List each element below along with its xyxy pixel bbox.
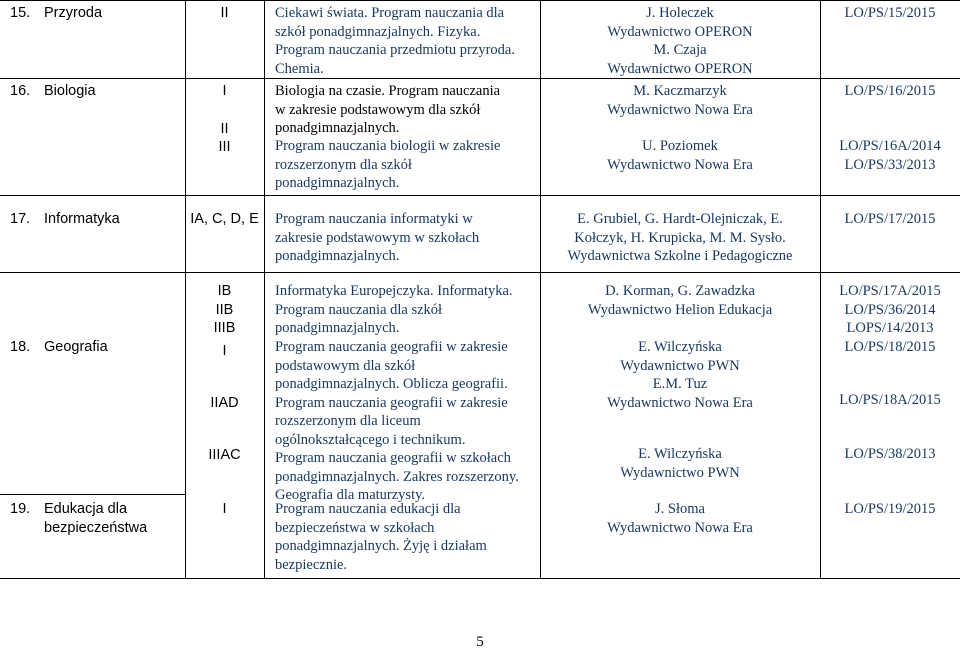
program-title: Ciekawi świata. Program nauczania dla szkół ponadgimnazjalnych. Fizyka. Program nauczania przedmiotu przyroda. Chemia. <box>275 5 515 77</box>
bottom-border <box>0 578 960 579</box>
program-number: LO/PS/15/2015 <box>844 5 936 21</box>
program-number: LO/PS/19/2015 <box>844 501 936 517</box>
class-label: II <box>220 5 229 21</box>
program-title: Program nauczania edukacji dla bezpieczeństwa w szkołach ponadgimnazjalnych. Żyję i działam bezpiecznie. <box>275 501 487 573</box>
subject-name: Informatyka <box>44 211 120 227</box>
class-label: IA, C, D, E <box>190 211 259 227</box>
row-number: 17. <box>10 211 31 227</box>
row-divider <box>0 272 960 273</box>
row-number: 16. <box>10 83 31 99</box>
column-divider <box>264 0 265 578</box>
authors-publisher: E. Grubiel, G. Hardt-Olejniczak, E. Kołczyk, H. Krupicka, M. M. Sysło. Wydawnictwa Szkolne i Pedagogiczne <box>567 211 793 264</box>
program-number: LO/PS/16/2015 <box>844 83 936 99</box>
subject-name: Edukacja dla bezpieczeństwa <box>44 501 148 536</box>
row-divider <box>0 195 960 196</box>
authors-publisher: M. Kaczmarzyk Wydawnictwo Nowa Era <box>607 83 753 118</box>
class-label: I II III <box>218 83 231 156</box>
page-number: 5 <box>476 634 484 650</box>
row-divider <box>0 494 185 495</box>
top-border <box>0 0 960 1</box>
authors-publisher: J. Słoma Wydawnictwo Nowa Era <box>607 501 753 536</box>
authors-publisher: D. Korman, G. Zawadzka Wydawnictwo Helion Edukacja <box>587 283 773 318</box>
class-label: I IIAD IIIAC <box>208 343 241 463</box>
program-title: Program nauczania geografii w zakresie podstawowym dla szkół ponadgimnazjalnych. Oblicza geografii. Program nauczania geografii w zakresie rozszerzonym dla liceum ogólnokształcącego i technikum. Program nauczania geografii w szkołach ponadgimnazjalnych. Zakres rozszerzony. Geografia dla maturzysty. <box>275 339 519 503</box>
class-label: I <box>222 501 227 517</box>
program-number: LO/PS/38/2013 <box>844 446 936 462</box>
program-number: LO/PS/17A/2015 LO/PS/36/2014 LOPS/14/2013 <box>839 283 941 336</box>
authors-publisher: J. Holeczek Wydawnictwo OPERON M. Czaja Wydawnictwo OPERON <box>607 5 753 77</box>
authors-publisher: E. Wilczyńska Wydawnictwo PWN <box>620 446 740 481</box>
subject-name: Przyroda <box>44 5 103 21</box>
row-divider <box>0 78 960 79</box>
subject-name: Biologia <box>44 83 96 99</box>
authors-publisher: E. Wilczyńska Wydawnictwo PWN E.M. Tuz Wydawnictwo Nowa Era <box>607 339 753 411</box>
row-number: 19. <box>10 501 31 517</box>
program-title: Program nauczania informatyki w zakresie podstawowym w szkołach ponadgimnazjalnych. <box>275 211 480 264</box>
program-title: Informatyka Europejczyka. Informatyka. Program nauczania dla szkół ponadgimnazjalnych. <box>275 283 513 336</box>
program-number: LO/PS/16A/2014 LO/PS/33/2013 <box>839 138 941 173</box>
program-number: LO/PS/18A/2015 <box>839 392 941 408</box>
class-label: IB IIB IIIB <box>213 283 236 336</box>
row-number: 18. <box>10 339 31 355</box>
program-title: Program nauczania biologii w zakresie rozszerzonym dla szkół ponadgimnazjalnych. <box>275 138 501 191</box>
subject-name: Geografia <box>44 339 108 355</box>
program-number: LO/PS/17/2015 <box>844 211 936 227</box>
authors-publisher: U. Poziomek Wydawnictwo Nowa Era <box>607 138 753 173</box>
row-number: 15. <box>10 5 31 21</box>
program-title: Biologia na czasie. Program nauczania w zakresie podstawowym dla szkół ponadgimnazjalnych. <box>275 83 501 136</box>
program-number: LO/PS/18/2015 <box>844 339 936 355</box>
